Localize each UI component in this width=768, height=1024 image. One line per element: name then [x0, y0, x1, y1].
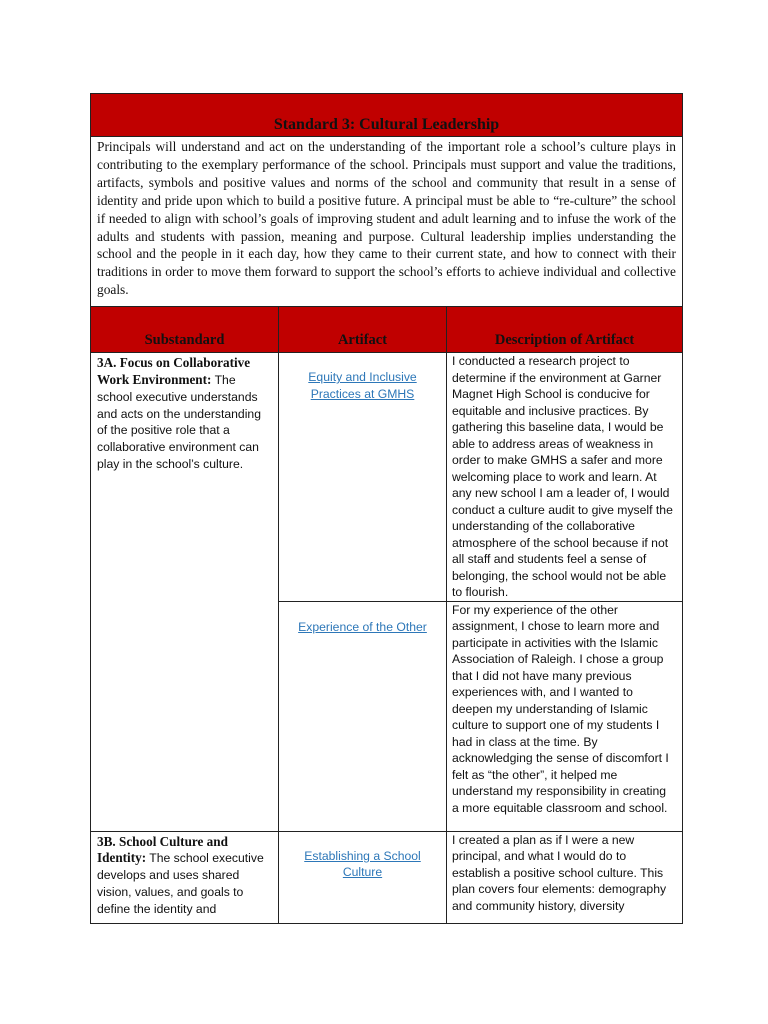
- header-description: Description of Artifact: [447, 307, 683, 353]
- artifact-description: For my experience of the other assignment, I chose to learn more and participate in activities with the Islamic Association of Raleigh. I chose a group that I did not have many previous experiences with, and I wanted to deepen my understanding of Islamic culture to support one of my students I had in class at the time. By acknowledging the sense of discomfort I felt as “the other”, it helped me understand my responsibility in creating a more equitable classroom and school.: [447, 601, 683, 831]
- standard-table: [90, 93, 683, 924]
- artifact-link-school-culture[interactable]: Establishing a School Culture: [304, 848, 421, 880]
- standard-title-row: [91, 94, 683, 137]
- standard-title-cell: [91, 94, 683, 137]
- header-artifact: Artifact: [279, 307, 447, 353]
- artifact-description: I conducted a research project to determine if the environment at Garner Magnet High School is conducive for equitable and inclusive practices. By gathering this baseline data, I would be able to address areas of weakness in order to make GMHS a safer and more welcoming place to work and learn. At any new school I am a leader of, I would conduct a culture audit to give myself the understanding of the collaborative atmosphere of the school because if not all staff and students feel a sense of belonging, the school would not be able to flourish.: [447, 353, 683, 602]
- substandard-3b-text: The school executive develops and uses shared vision, values, and goals to define the identity and: [97, 851, 264, 916]
- standard-description-row: [91, 137, 683, 307]
- table-row: [91, 353, 683, 602]
- standard-description: Principals will understand and act on the understanding of the important role a school’s culture plays in contributing to the exemplary performance of the school. Principals must support and value the traditions, artifacts, symbols and positive values and norms of the school and community that result in a sense of identity and pride upon which to build a positive future. A principal must be able to “re-culture” the school if needed to align with school’s goals of improving student and adult learning and to infuse the work of the adults and students with passion, meaning and purpose. Cultural leadership implies understanding the school and the people in it each day, how they came to their current state, and how to connect with their traditions in order to move them forward to support the school’s efforts to achieve individual and collective goals.: [91, 137, 683, 307]
- table-header-row: [91, 307, 683, 353]
- artifact-cell: [279, 831, 447, 923]
- artifact-link-equity[interactable]: Equity and Inclusive Practices at GMHS: [308, 370, 417, 401]
- substandard-3a: [91, 353, 279, 832]
- standard-title: Standard 3: Cultural Leadership: [273, 116, 500, 133]
- header-substandard: Substandard: [91, 307, 279, 353]
- table-row: [91, 831, 683, 923]
- artifact-description: I created a plan as if I were a new principal, and what I would do to establish a positive school culture. This plan covers four elements: demography and community history, diversity: [447, 831, 683, 923]
- substandard-3b: [91, 831, 279, 923]
- artifact-cell: [279, 601, 447, 831]
- substandard-3a-title: 3A. Focus on Collaborative Work Environment:: [97, 355, 251, 387]
- artifact-link-experience-other[interactable]: Experience of the Other: [298, 619, 427, 634]
- artifact-cell: [279, 353, 447, 602]
- substandard-3b-title: 3B. School Culture and Identity:: [97, 833, 228, 866]
- substandard-3a-text: The school executive understands and acts on the understanding of the positive role that a collaborative environment can play in the school’s culture.: [97, 372, 261, 471]
